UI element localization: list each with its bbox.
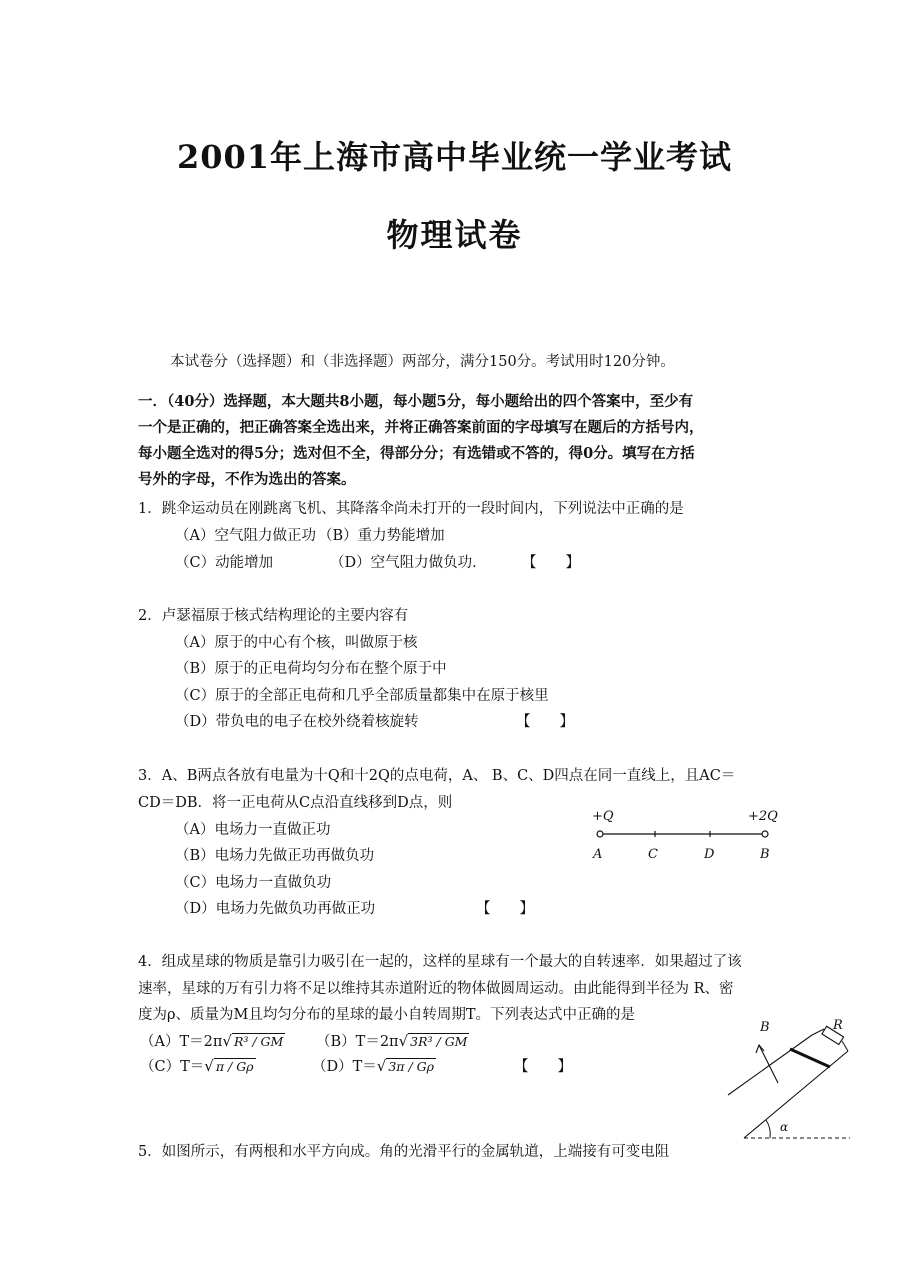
rail-upper [728,1035,812,1095]
q2-answer-bracket: 【 】 [516,714,574,730]
q1-stem: 1．跳伞运动员在刚跳离飞机、其降落伞尚未打开的一段时间内，下列说法中正确的是 [138,501,684,517]
q1-option-b: （B）重力势能增加 [318,528,445,544]
metal-bar [790,1049,830,1067]
q3-answer-bracket: 【 】 [476,901,534,917]
q4-option-d: （D）T＝√ 3π / Gρ [312,1057,435,1075]
q3-option-b: （B）电场力先做正功再做负功 [175,848,375,864]
point-d-label: D [704,847,715,862]
rail-lower [744,1051,848,1138]
q3-option-a: （A）电场力一直做正功 [175,822,331,838]
q1-option-a: （A）空气阻力做正功 [175,528,316,544]
q3-option-c: （C）电场力一直做负功 [175,875,332,891]
angle-arc [766,1120,770,1138]
q2-option-a: （A）原于的中心有个核，叫做原于核 [175,635,418,651]
section-instruction-line: 每小题全选对的得5分；选对但不全，得部分分；有选错或不答的，得0分。填写在方括 [138,445,695,462]
charge-right-label: +2Q [748,809,778,824]
q2-option-d: （D）带负电的电子在校外绕着核旋转 [175,714,419,730]
q4-option-d-radicand: 3π / Gρ [388,1059,435,1074]
section-instruction-line: 号外的字母，不作为选出的答案。 [138,471,356,488]
q4-option-a: （A）T＝2π√ R³ / GM [140,1032,284,1050]
q1-option-d: （D）空气阻力做负功． [330,555,487,571]
q3-charge-line-diagram [580,800,790,868]
q4-option-c-radicand: π / Gρ [215,1059,254,1074]
q4-option-b-radicand: 3R³ / GM [410,1034,468,1049]
q4-option-a-radicand: R³ / GM [233,1034,284,1049]
section-instruction-line: 一个是正确的，把正确答案全选出来，并将正确答案前面的字母填写在题后的方括号内， [138,419,704,436]
section-instruction-line: 一．（40分）选择题，本大题共8小题，每小题5分，每小题给出的四个答案中，至少有 [138,393,694,410]
point-b-label: B [760,847,770,862]
q3-stem-line2: CD＝DB．将一正电荷从C点沿直线移到D点，则 [138,795,453,811]
q5-stem: 5．如图所示，有两根和水平方向成。角的光滑平行的金属轨道，上端接有可变电阻 [138,1144,670,1160]
point-a-dot [597,831,603,837]
q1-answer-bracket: 【 】 [522,555,580,571]
q5-inclined-rail-diagram [720,1015,855,1150]
q1-option-c: （C）动能增加 [175,555,274,571]
q4-option-c: （C）T＝√ π / Gρ [140,1057,254,1075]
point-a-label: A [593,847,603,862]
exam-title: 2001年上海市高中毕业统一学业考试 [176,138,733,176]
q4-stem-line2: 速率，星球的万有引力将不足以维持其赤道附近的物体做圆周运动。由此能得到半径为 R、密 [138,981,734,997]
q3-stem-line1: 3．A、B两点各放有电量为十Q和十2Q的点电荷，A、 B、C、D四点在同一直线上，且AC＝ [138,768,736,784]
resistor-r-label: R [833,1018,843,1033]
field-b-label: B [760,1020,770,1035]
point-b-dot [762,831,768,837]
q4-stem-line3: 度为ρ、质量为M且均匀分布的星球的最小自转周期T。下列表达式中正确的是 [138,1007,636,1023]
q3-option-d: （D）电场力先做负功再做正功 [175,901,376,917]
paper-subtitle: 物理试卷 [386,216,523,254]
q2-option-b: （B）原于的正电荷均匀分布在整个原于中 [175,661,447,677]
intro-text: 本试卷分（选择题）和（非选择题）两部分，满分150分。考试用时120分钟。 [170,354,675,370]
q2-stem: 2．卢瑟福原于核式结构理论的主要内容有 [138,608,409,624]
point-c-label: C [648,847,658,862]
angle-alpha-label: α [780,1120,789,1134]
charge-left-label: +Q [592,809,614,824]
field-arrow [759,1045,778,1083]
q4-option-b: （B）T＝2π√ 3R³ / GM [316,1032,468,1050]
q4-answer-bracket: 【 】 [514,1059,572,1075]
q4-stem-line1: 4．组成星球的物质是靠引力吸引在一起的，这样的星球有一个最大的自转速率．如果超过了该 [138,954,742,970]
q2-option-c: （C）原于的全部正电荷和几乎全部质量都集中在原于核里 [175,688,549,704]
